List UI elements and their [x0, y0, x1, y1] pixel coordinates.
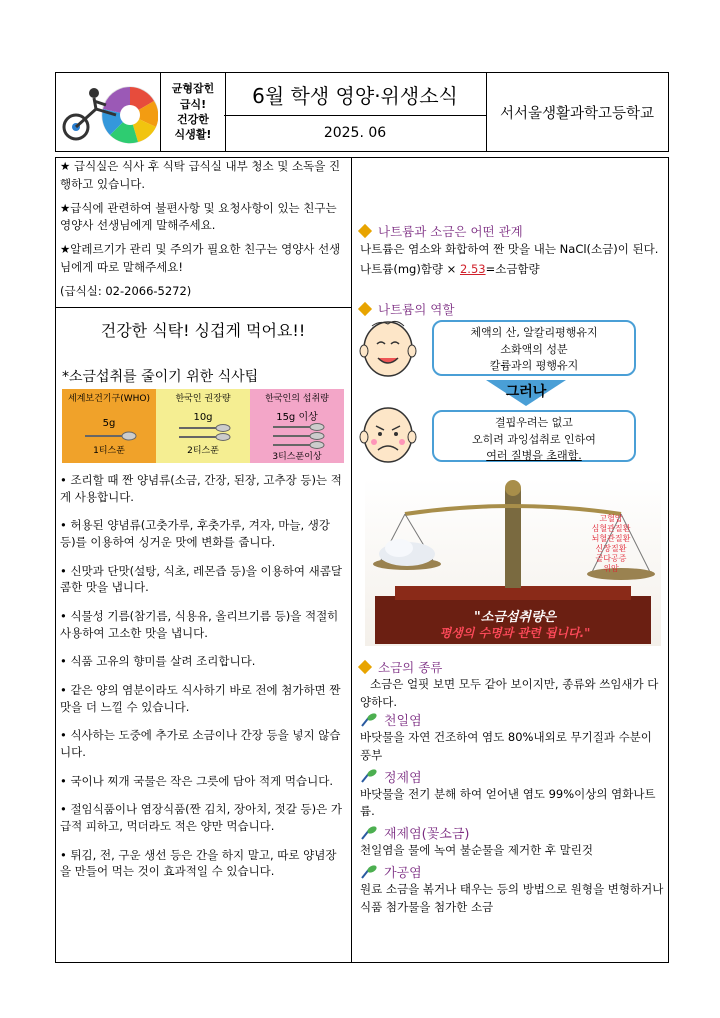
- salt-panel-title: 한국인 권장량: [175, 394, 231, 404]
- spoon-icon: [173, 424, 233, 442]
- pen-leaf-icon: [360, 712, 378, 728]
- notice-cleaning: ★ 급식실은 식사 후 식탁 급식실 내부 청소 및 소독을 진행하고 있습니다.: [60, 159, 341, 191]
- salt-panel-title: 한국인의 섭취량: [265, 394, 329, 404]
- smiley-face-icon: [358, 318, 418, 384]
- list-item: • 식품 고유의 향미를 살려 조리합니다.: [60, 654, 256, 669]
- list-item: • 조리할 때 짠 양념류(소금, 간장, 된장, 고추장 등)는 적게 사용합니다.: [60, 473, 342, 504]
- salt-panel-title: 세계보건기구(WHO): [68, 394, 150, 404]
- warning-line: 결핍우려는 없고: [495, 416, 573, 429]
- salt-type-desc: 바닷물을 자연 건조하여 염도 80%내외로 무기질과 수분이 풍부: [360, 730, 652, 762]
- list-item: • 신맛과 단맛(설탕, 식초, 레몬즙 등)을 이용하여 새콤달콤한 맛을 냅니다.: [60, 563, 342, 595]
- types-title-text: 소금의 종류: [378, 660, 443, 675]
- disease-label: 골다공증: [595, 554, 627, 563]
- formula-suffix: =소금함량: [485, 262, 540, 276]
- list-item: • 허용된 양념류(고춧가루, 후춧가루, 겨자, 마늘, 생강 등)를 이용하여 싱거운 맛에 변화를 줍니다.: [60, 518, 331, 550]
- diamond-bullet-icon: [358, 224, 372, 238]
- salt-type-name: [360, 823, 665, 842]
- salt-panels: [62, 389, 344, 463]
- issue-date: 2025. 06: [224, 115, 487, 151]
- school-name: 서서울생활과학고등학교: [499, 105, 655, 122]
- relation-title: [360, 222, 523, 240]
- diamond-bullet-icon: [358, 302, 372, 316]
- pen-leaf-icon: [360, 864, 378, 880]
- salt-type-name: [360, 710, 665, 729]
- salt-type-name: [360, 862, 665, 881]
- slogan: [160, 73, 226, 151]
- diamond-bullet-icon: [358, 660, 372, 674]
- salt-type-desc: 바닷물을 전기 분해 하여 얻어낸 염도 99%이상의 염화나트륨.: [360, 786, 656, 819]
- bicycle-nutrition-logo: [60, 75, 158, 149]
- list-item: • 절임식품이나 염장식품(짠 김치, 장아치, 젓갈 등)은 가급적 피하고, 먹더라도 적은 양만 먹습니다.: [60, 802, 342, 834]
- warning-line: 오히려 과잉섭취로 인하여: [472, 432, 596, 446]
- role-item: 소화액의 성분: [500, 342, 568, 356]
- scale-caption-1: "소금섭취량은: [473, 610, 557, 625]
- balance-scale-image: [365, 478, 661, 646]
- salt-panel-amount: 10g: [193, 412, 213, 423]
- relation-text: 나트륨은 염소와 화합하여 짠 맛을 내는 NaCl(소금)이 된다.: [360, 242, 659, 256]
- list-item: • 같은 양의 염분이라도 식사하기 바로 전에 첨가하면 짠맛을 더 느낄 수 있습니다.: [60, 683, 341, 714]
- however-label: 그러나: [505, 384, 547, 400]
- salt-panel-amount: 5g: [102, 418, 116, 429]
- spoon-icon: [267, 423, 327, 449]
- role-title-text: 나트륨의 역할: [378, 302, 455, 317]
- salt-panel-who: [62, 389, 156, 463]
- salt-type-name: [360, 767, 665, 786]
- scale-caption-2: 평생의 수명과 관련 됩니다.": [439, 626, 591, 640]
- salt-type-label: 정제염: [384, 770, 422, 786]
- relation-title-text: 나트륨과 소금은 어떤 관계: [378, 224, 523, 239]
- formula-factor: 2.53: [459, 262, 486, 276]
- slogan-line: 식생활!: [174, 128, 212, 142]
- headline: 건강한 식탁! 싱겁게 먹어요!!: [100, 321, 306, 340]
- slogan-line: 급식!: [179, 97, 207, 111]
- subheading: *소금섭취를 줄이기 위한 식사팁: [62, 369, 259, 385]
- slogan-line: 균형잡힌: [171, 82, 215, 96]
- header-box: [55, 72, 669, 152]
- worried-face-icon: [358, 404, 418, 470]
- however-arrow: [486, 380, 566, 406]
- scale-disease-labels: [571, 514, 651, 574]
- disease-label: 뇌혈관질환: [591, 534, 631, 543]
- list-item: • 식물성 기름(참기름, 식용유, 올리브기름 등)을 적절히 사용하여 고소한 맛을 냅니다.: [60, 609, 339, 640]
- salt-panel-amount: 15g 이상: [276, 412, 318, 423]
- column-divider: [351, 157, 352, 963]
- salt-type-item: [360, 767, 665, 822]
- disease-label: 위암: [603, 564, 619, 573]
- role-item: 칼륨과의 평행유지: [489, 359, 579, 372]
- warning-line: 여러 질병을 초래함.: [486, 449, 582, 462]
- salt-panel-spoons: 3티스푼이상: [272, 452, 322, 462]
- disease-label: 신장질환: [595, 544, 627, 553]
- notice-allergy: ★알레르기가 관리 및 주의가 필요한 친구는 영양사 선생님에게 따로 말해주세요!: [60, 242, 341, 275]
- page-title: 6월 학생 영양·위생소식: [224, 73, 487, 116]
- disease-label: 심혈관질환: [591, 524, 631, 533]
- pen-leaf-icon: [360, 768, 378, 784]
- role-item: 체액의 산, 알칼리평행유지: [470, 326, 598, 339]
- notice-request: ★급식에 관련하여 불편사항 및 요청사항이 있는 친구는 영양사 선생님에게 말해주세요.: [60, 200, 337, 233]
- role-bubble: [432, 320, 636, 376]
- salt-panel-korea-actual: [250, 389, 344, 463]
- salt-type-desc: 천일염을 물에 녹여 불순물을 제거한 후 말린것: [360, 843, 594, 858]
- salt-type-label: 재제염(꽃소금): [384, 827, 470, 843]
- spoon-icon: [79, 431, 139, 441]
- salt-types: [360, 710, 665, 917]
- pen-leaf-icon: [360, 825, 378, 841]
- slogan-line: 건강한: [177, 113, 209, 126]
- notice-block: [60, 158, 346, 301]
- salt-panel-spoons: 2티스푼: [187, 446, 219, 456]
- salt-type-item: [360, 862, 665, 917]
- role-title: [360, 300, 454, 318]
- disease-label: 고혈압: [599, 514, 623, 523]
- salt-type-item: [360, 710, 665, 765]
- salt-type-label: 천일염: [384, 714, 422, 729]
- formula: [360, 261, 665, 279]
- list-item: • 튀김, 전, 구운 생선 등은 간을 하지 말고, 따로 양념장을 만들어 먹는 것이 효과적일 수 있습니다.: [60, 847, 337, 879]
- list-item: • 국이나 찌개 국물은 작은 그릇에 담아 적게 먹습니다.: [60, 773, 333, 788]
- notice-phone: (급식실: 02-2066-5272): [60, 283, 192, 298]
- notice-divider: [55, 307, 352, 308]
- salt-type-label: 가공염: [384, 866, 422, 882]
- types-title: [360, 658, 442, 676]
- tips-list: [60, 472, 346, 892]
- formula-prefix: 나트륨(mg)함량 ×: [360, 262, 460, 276]
- warning-bubble: [432, 410, 636, 462]
- list-item: • 식사하는 도중에 추가로 소금이나 간장 등을 넣지 않습니다.: [60, 728, 341, 760]
- salt-type-desc: 원료 소금을 볶거나 태우는 등의 방법으로 원형을 변형하거나 식품 첨가물을 첨가한 소금: [360, 882, 664, 914]
- types-intro: 소금은 얼핏 보면 모두 같아 보이지만, 종류와 쓰임새가 다양하다.: [360, 677, 659, 709]
- salt-type-item: [360, 823, 665, 860]
- salt-panel-korea-recommended: [156, 389, 250, 463]
- salt-panel-spoons: 1티스푼: [93, 446, 125, 456]
